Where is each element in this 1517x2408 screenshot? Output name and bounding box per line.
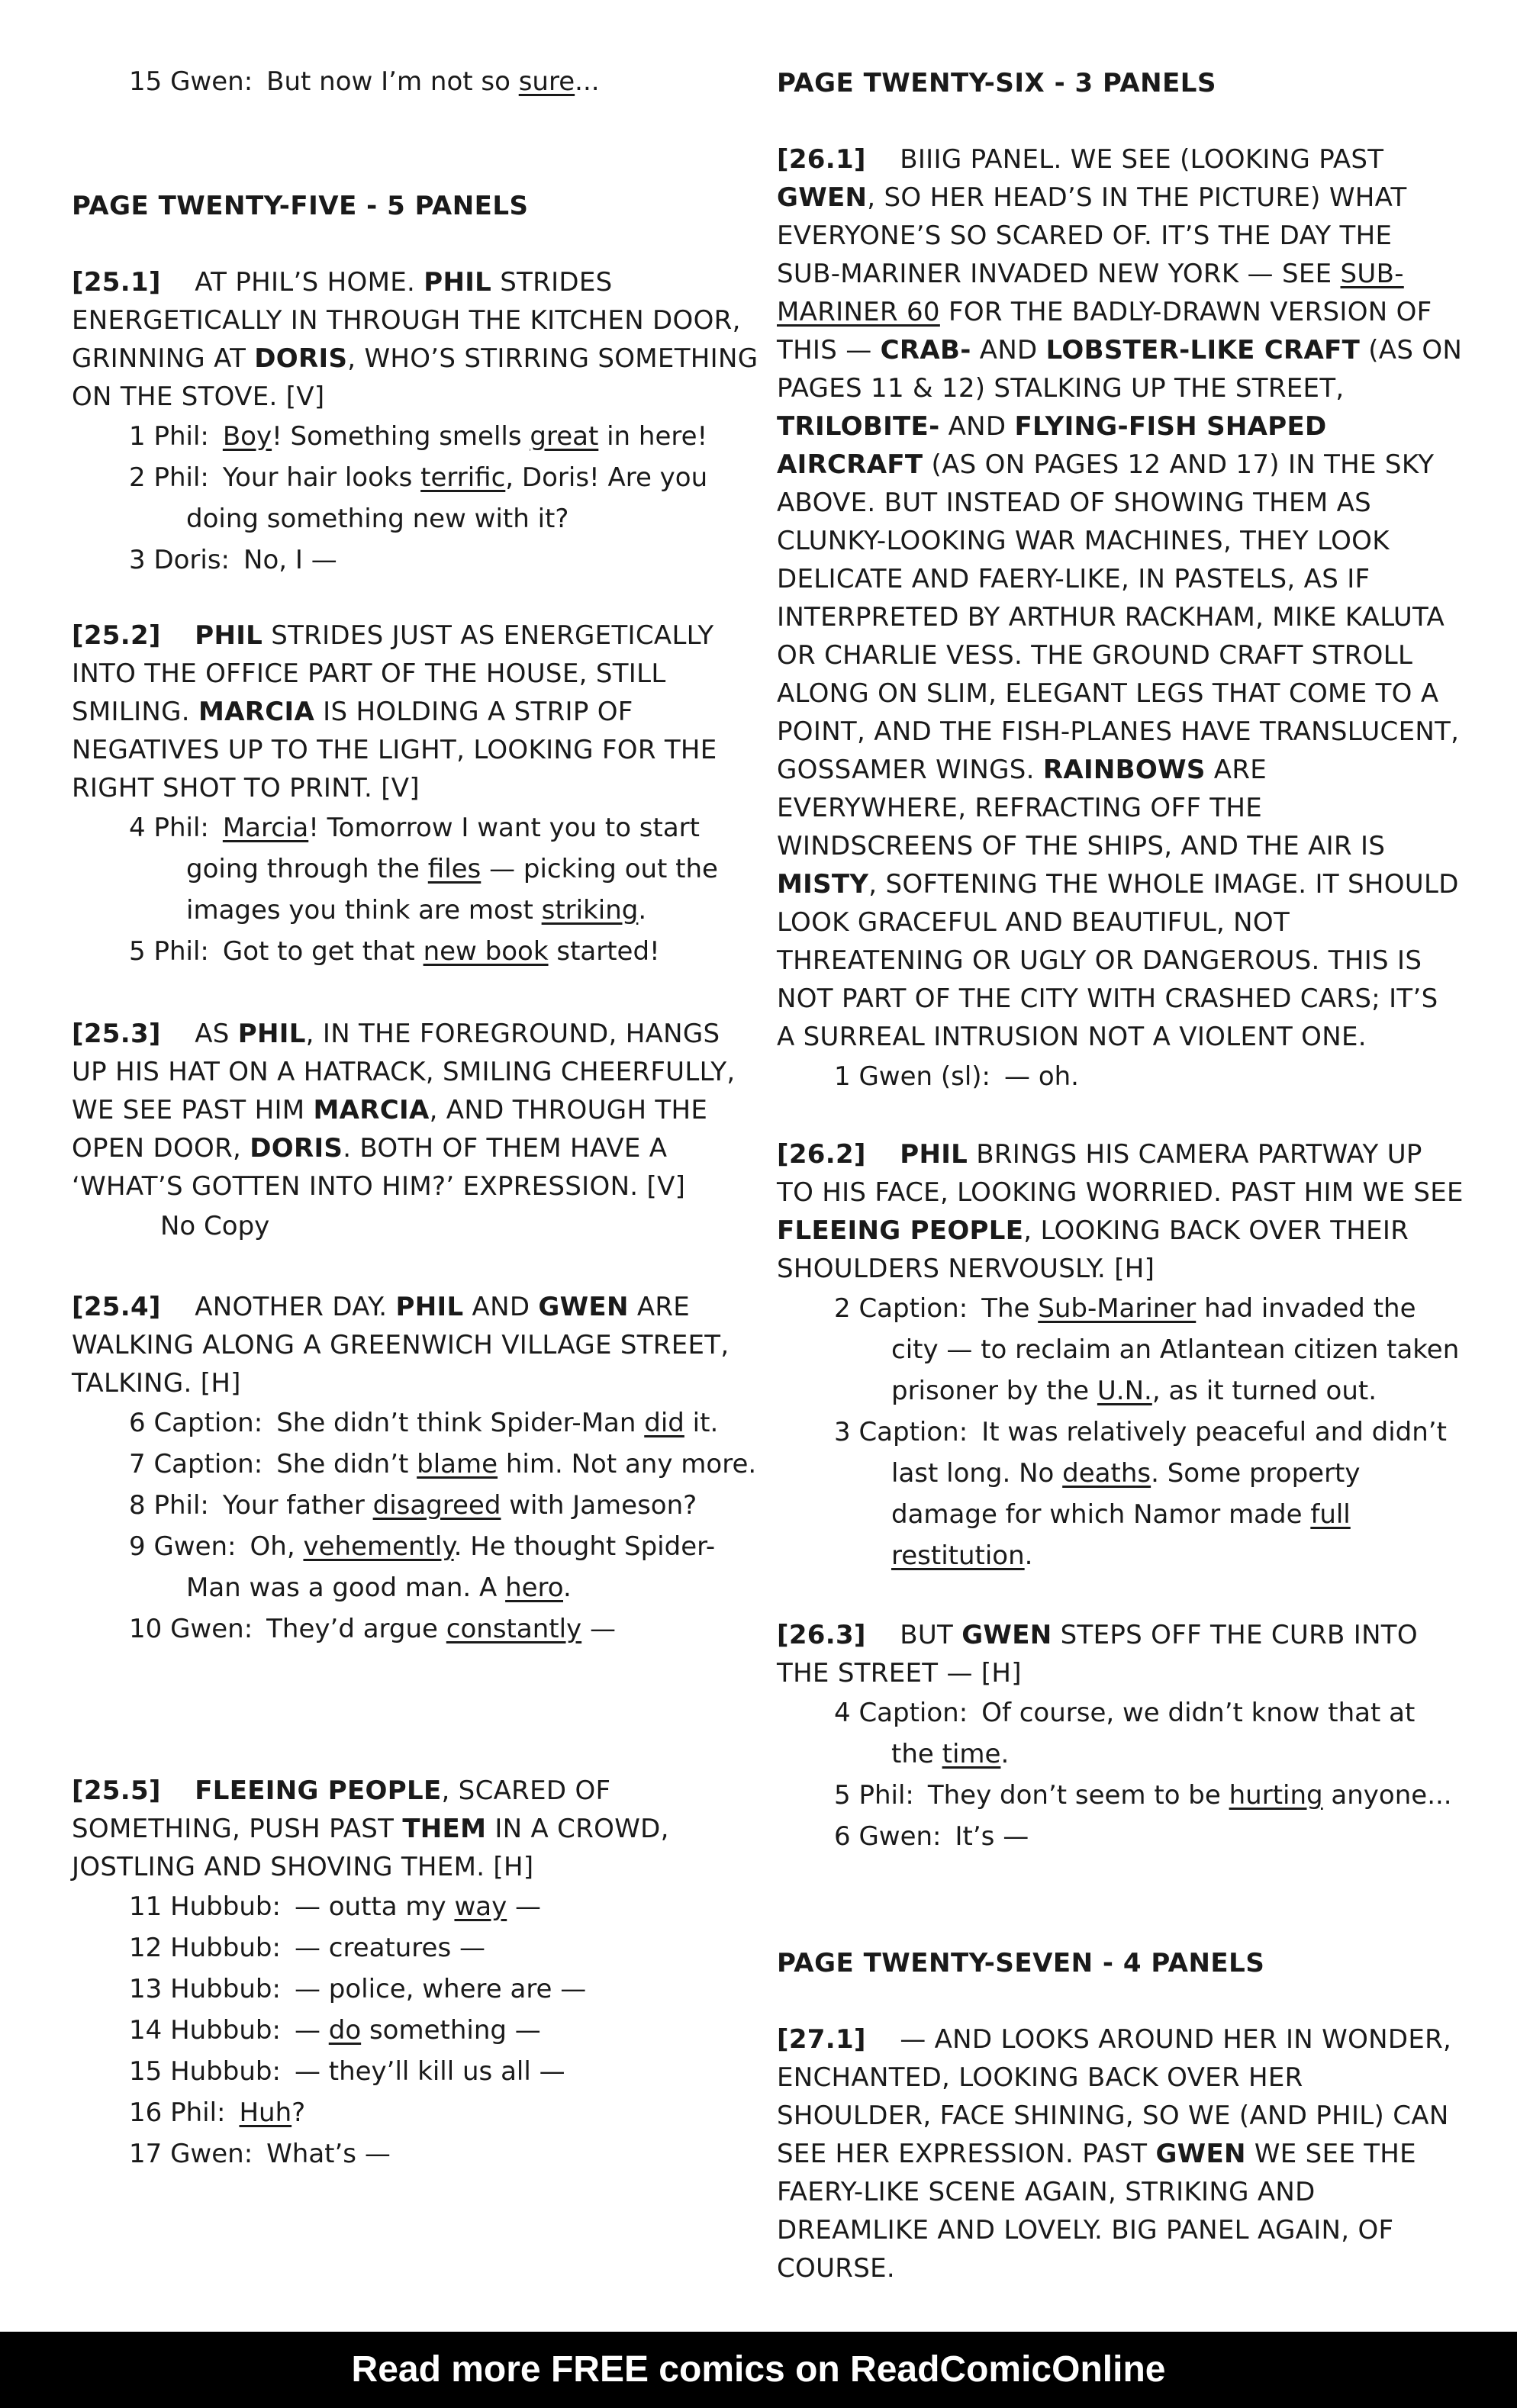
dialogue-line: 3 Caption: It was relatively peaceful and didn’t last long. No deaths. Some property damage for which Namor made full restitution. — [834, 1417, 1447, 1571]
panel-description: [25.4] ANOTHER DAY. PHIL AND GWEN ARE WALKING ALONG A GREENWICH VILLAGE STREET, TALKING. [H] — [72, 1292, 730, 1399]
dialogue-line: 11 Hubbub: — outta my way — — [129, 1891, 542, 1922]
panel-25-5 — [72, 1772, 758, 2175]
dialogue-line: 2 Caption: The Sub-Mariner had invaded the city — to reclaim an Atlantean citizen taken prisoner by the U.N., as it turned out. — [834, 1293, 1460, 1406]
dialogue-line: 15 Hubbub: — they’ll kill us all — — [129, 2056, 565, 2087]
panel-25-1 — [72, 263, 758, 581]
page-25-heading: PAGE TWENTY-FIVE - 5 PANELS — [72, 191, 529, 221]
dialogue-line: 3 Doris: No, I — — [129, 545, 337, 575]
panel-25-4 — [72, 1288, 758, 1650]
dialogue-line: 12 Hubbub: — creatures — — [129, 1933, 485, 1963]
panel-description: [27.1] — AND LOOKS AROUND HER IN WONDER, ENCHANTED, LOOKING BACK OVER HER SHOULDER, FACE SHINING, SO WE (AND PHIL) CAN SEE HER EXPRESSION. PAST GWEN WE SEE THE FAERY-LIKE SCENE AGAIN, STRIKING AND DREAMLIKE AND LOVELY. BIG PANEL AGAIN, OF COURSE. — [777, 2024, 1452, 2284]
page-26-heading: PAGE TWENTY-SIX - 3 PANELS — [777, 68, 1216, 98]
panel-description: [25.2] PHIL STRIDES JUST AS ENERGETICALLY INTO THE OFFICE PART OF THE HOUSE, STILL SMILING. MARCIA IS HOLDING A STRIP OF NEGATIVES UP TO THE LIGHT, LOOKING FOR THE RIGHT SHOT TO PRINT. [V] — [72, 620, 717, 803]
panel-description: [26.1] BIIIG PANEL. WE SEE (LOOKING PAST GWEN, SO HER HEAD’S IN THE PICTURE) WHAT EVERYONE’S SO SCARED OF. IT’S THE DAY THE SUB-MARINER INVADED NEW YORK — SEE SUB-MARINER 60 FOR THE BADLY-DRAWN VERSION OF THIS — CRAB- AND LOBSTER-LIKE CRAFT (AS ON PAGES 11 & 12) STALKING UP THE STREET, TRILOBITE- AND FLYING-FISH SHAPED AIRCRAFT (AS ON PAGES 12 AND 17) IN THE SKY ABOVE. BUT INSTEAD OF SHOWING THEM AS CLUNKY-LOOKING WAR MACHINES, THEY LOOK DELICATE AND FAERY-LIKE, IN PASTELS, AS IF INTERPRETED BY ARTHUR RACKHAM, MIKE KALUTA OR CHARLIE VESS. THE GROUND CRAFT STROLL ALONG ON SLIM, ELEGANT LEGS THAT COME TO A POINT, AND THE FISH-PLANES HAVE TRANSLUCENT, GOSSAMER WINGS. RAINBOWS ARE EVERYWHERE, REFRACTING OFF THE WINDSCREENS OF THE SHIPS, AND THE AIR IS MISTY, SOFTENING THE WHOLE IMAGE. IT SHOULD LOOK GRACEFUL AND BEAUTIFUL, NOT THREATENING OR UGLY OR DANGEROUS. THIS IS NOT PART OF THE CITY WITH CRASHED CARS; IT’S A SURREAL INTRUSION NOT A VIOLENT ONE. — [777, 144, 1463, 1052]
panel-25-3 — [72, 1015, 758, 1247]
dialogue-line: 14 Hubbub: — do something — — [129, 2015, 541, 2046]
dialogue-line: 6 Caption: She didn’t think Spider-Man did it. — [129, 1408, 719, 1438]
panel-26-2 — [777, 1135, 1464, 1576]
dialogue-line: 1 Phil: Boy! Something smells great in here! — [129, 421, 708, 452]
dialogue-line: 10 Gwen: They’d argue constantly — — [129, 1614, 616, 1644]
panel-26-1 — [777, 140, 1464, 1097]
dialogue-line-15-gwen: 15 Gwen: But now I’m not so sure... — [129, 66, 600, 97]
panel-description: [26.2] PHIL BRINGS HIS CAMERA PARTWAY UP TO HIS FACE, LOOKING WORRIED. PAST HIM WE SEE FLEEING PEOPLE, LOOKING BACK OVER THEIR SHOULDERS NERVOUSLY. [H] — [777, 1139, 1464, 1284]
panel-description: [26.3] BUT GWEN STEPS OFF THE CURB INTO THE STREET — [H] — [777, 1620, 1418, 1688]
dialogue-line: 4 Phil: Marcia! Tomorrow I want you to start going through the files — picking out the images you think are most striking. — [129, 813, 718, 926]
dialogue-line: 6 Gwen: It’s — — [834, 1821, 1029, 1852]
dialogue-line: 16 Phil: Huh? — [129, 2097, 306, 2128]
dialogue-line: 4 Caption: Of course, we didn’t know that at the time. — [834, 1698, 1416, 1769]
panel-description: [25.3] AS PHIL, IN THE FOREGROUND, HANGS UP HIS HAT ON A HATRACK, SMILING CHEERFULLY, WE SEE PAST HIM MARCIA, AND THROUGH THE OPEN DOOR, DORIS. BOTH OF THEM HAVE A ‘WHAT’S GOTTEN INTO HIM?’ EXPRESSION. [V] — [72, 1019, 736, 1202]
panel-27-1 — [777, 2020, 1464, 2287]
footer-banner: Read more FREE comics on ReadComicOnline — [0, 2332, 1517, 2408]
dialogue-line: 17 Gwen: What’s — — [129, 2139, 391, 2169]
panel-26-3 — [777, 1616, 1464, 1857]
no-copy-note: No Copy — [160, 1211, 270, 1241]
panel-description: [25.5] FLEEING PEOPLE, SCARED OF SOMETHING, PUSH PAST THEM IN A CROWD, JOSTLING AND SHOVING THEM. [H] — [72, 1775, 669, 1882]
dialogue-line: 2 Phil: Your hair looks terrific, Doris! Are you doing something new with it? — [129, 462, 708, 534]
panel-description: [25.1] AT PHIL’S HOME. PHIL STRIDES ENERGETICALLY IN THROUGH THE KITCHEN DOOR, GRINNING AT DORIS, WHO’S STIRRING SOMETHING ON THE STOVE. [V] — [72, 267, 758, 412]
panel-25-2 — [72, 616, 758, 972]
dialogue-line: 13 Hubbub: — police, where are — — [129, 1974, 587, 2004]
dialogue-line: 5 Phil: Got to get that new book started! — [129, 936, 660, 967]
dialogue-line: 7 Caption: She didn’t blame him. Not any more. — [129, 1449, 757, 1479]
dialogue-line: 8 Phil: Your father disagreed with Jameson? — [129, 1490, 697, 1521]
dialogue-line: 9 Gwen: Oh, vehemently. He thought Spider-Man was a good man. A hero. — [129, 1531, 716, 1603]
dialogue-line: 5 Phil: They don’t seem to be hurting anyone... — [834, 1780, 1452, 1811]
page-27-heading: PAGE TWENTY-SEVEN - 4 PANELS — [777, 1948, 1265, 1978]
dialogue-line: 1 Gwen (sl): — oh. — [834, 1061, 1079, 1092]
